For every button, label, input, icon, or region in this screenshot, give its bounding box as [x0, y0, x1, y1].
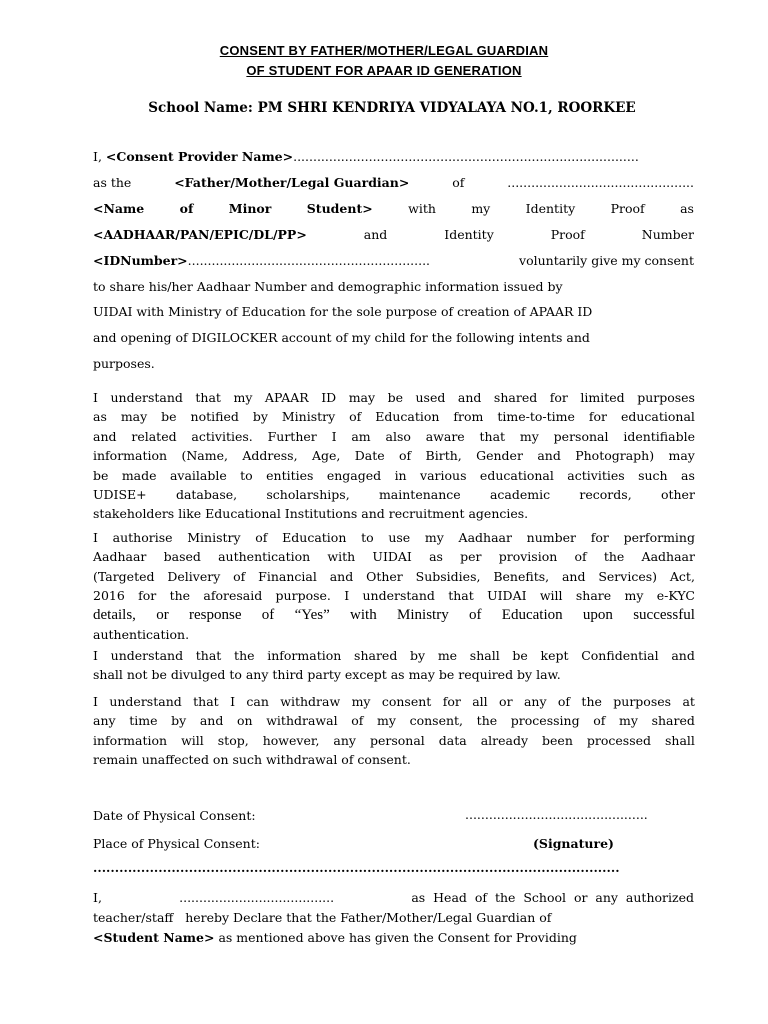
fill-in-dots: ....................................... — [179, 890, 335, 905]
fill-in-dots: ....................................................................................... — [293, 149, 639, 164]
consent-line-4: <AADHAAR/PAN/EPIC/DL/PP> and Identity Proof Number — [93, 227, 694, 242]
student-name-field: <Student Name> — [93, 930, 215, 945]
consent-line-3: <Name of Minor Student> with my Identity Proof as — [93, 201, 694, 216]
paragraph-line: any time by and on withdrawal of my consent, the processing of my shared — [93, 713, 695, 729]
consent-line-9: purposes. — [93, 356, 155, 371]
consent-line-8: and opening of DIGILOCKER account of my child for the following intents and — [93, 330, 590, 345]
paragraph-line: I understand that the information shared by me shall be kept Confidential and — [93, 648, 695, 663]
school-name-label: School Name: — [148, 100, 253, 116]
paragraph-line: shall not be divulged to any third party except as may be required by law. — [93, 667, 561, 683]
paragraph-line: remain unaffected on such withdrawal of consent. — [93, 752, 411, 768]
consent-line-1: I, <Consent Provider Name>....................................................................................... — [93, 149, 639, 164]
id-number-field: <IDNumber> — [93, 253, 188, 268]
school-name — [0, 100, 768, 116]
id-proof-type-field: <AADHAAR/PAN/EPIC/DL/PP> — [93, 227, 307, 242]
consent-line-6: to share his/her Aadhaar Number and demographic information issued by — [93, 279, 563, 294]
declaration-line-1: I, ....................................... as Head of the School or any authorized — [93, 890, 694, 905]
fill-in-dots: ............................................................. — [187, 253, 431, 268]
consent-provider-name-field: <Consent Provider Name> — [105, 149, 294, 164]
paragraph-line: be made available to entities engaged in various educational activities such as — [93, 467, 695, 483]
form-title-line-2: OF STUDENT FOR APAAR ID GENERATION — [246, 63, 522, 78]
declaration-line-2: teacher/staff hereby Declare that the Father/Mother/Legal Guardian of — [93, 910, 552, 925]
signature-label: (Signature) — [533, 836, 614, 851]
place-of-consent-label: Place of Physical Consent: — [93, 836, 260, 851]
paragraph-line: I understand that my APAAR ID may be used and shared for limited purposes — [93, 390, 695, 405]
paragraph-line: authentication. — [93, 626, 190, 642]
paragraph-line: as may be notified by Ministry of Education from time-to-time for educational — [93, 409, 695, 425]
paragraph-line: 2016 for the aforesaid purpose. I understand that UIDAI will share my e-KYC — [93, 588, 695, 604]
paragraph-line: and related activities. Further I am also aware that my personal identifiable — [93, 428, 695, 444]
consent-line-7: UIDAI with Ministry of Education for the sole purpose of creation of APAAR ID — [93, 304, 593, 319]
paragraph-line: (Targeted Delivery of Financial and Other Subsidies, Benefits, and Services) Act, — [93, 568, 695, 584]
paragraph-line: details, or response of “Yes” with Ministry of Education upon successful — [93, 606, 695, 623]
paragraph-withdraw — [93, 692, 695, 770]
fill-in-dots: ............................................... — [507, 175, 694, 190]
paragraph-line: information will stop, however, any personal data already been processed shall — [93, 732, 695, 748]
paragraph-line: information (Name, Address, Age, Date of Birth, Gender and Photograph) may — [93, 448, 695, 464]
separator-dotted-line: ......................................................................................................................... — [93, 860, 620, 875]
school-name-value: PM SHRI KENDRIYA VIDYALAYA NO.1, ROORKEE — [257, 100, 636, 116]
consent-line-5: <IDNumber>............................................................. voluntarily give my consent — [93, 253, 694, 268]
paragraph-line: Aadhaar based authentication with UIDAI as per provision of the Aadhaar — [93, 549, 695, 565]
paragraph-confidential — [93, 646, 695, 685]
paragraph-line: UDISE+ database, scholarships, maintenance academic records, other — [93, 486, 695, 502]
paragraph-apaar-usage — [93, 388, 695, 524]
declaration-line-3: <Student Name> as mentioned above has given the Consent for Providing — [93, 930, 577, 945]
paragraph-line: stakeholders like Educational Institutions and recruitment agencies. — [93, 506, 529, 522]
form-title-line-1: CONSENT BY FATHER/MOTHER/LEGAL GUARDIAN — [219, 43, 549, 58]
paragraph-authorise — [93, 528, 695, 644]
date-of-consent-label: Date of Physical Consent: — [93, 808, 256, 823]
consent-line-2: as the <Father/Mother/Legal Guardian> of ............................................... — [93, 175, 694, 190]
paragraph-line: I authorise Ministry of Education to use my Aadhaar number for performing — [93, 530, 695, 545]
paragraph-line: I understand that I can withdraw my consent for all or any of the purposes at — [93, 694, 695, 709]
signature-line: .............................................. — [465, 807, 648, 822]
relation-field: <Father/Mother/Legal Guardian> — [174, 175, 410, 190]
